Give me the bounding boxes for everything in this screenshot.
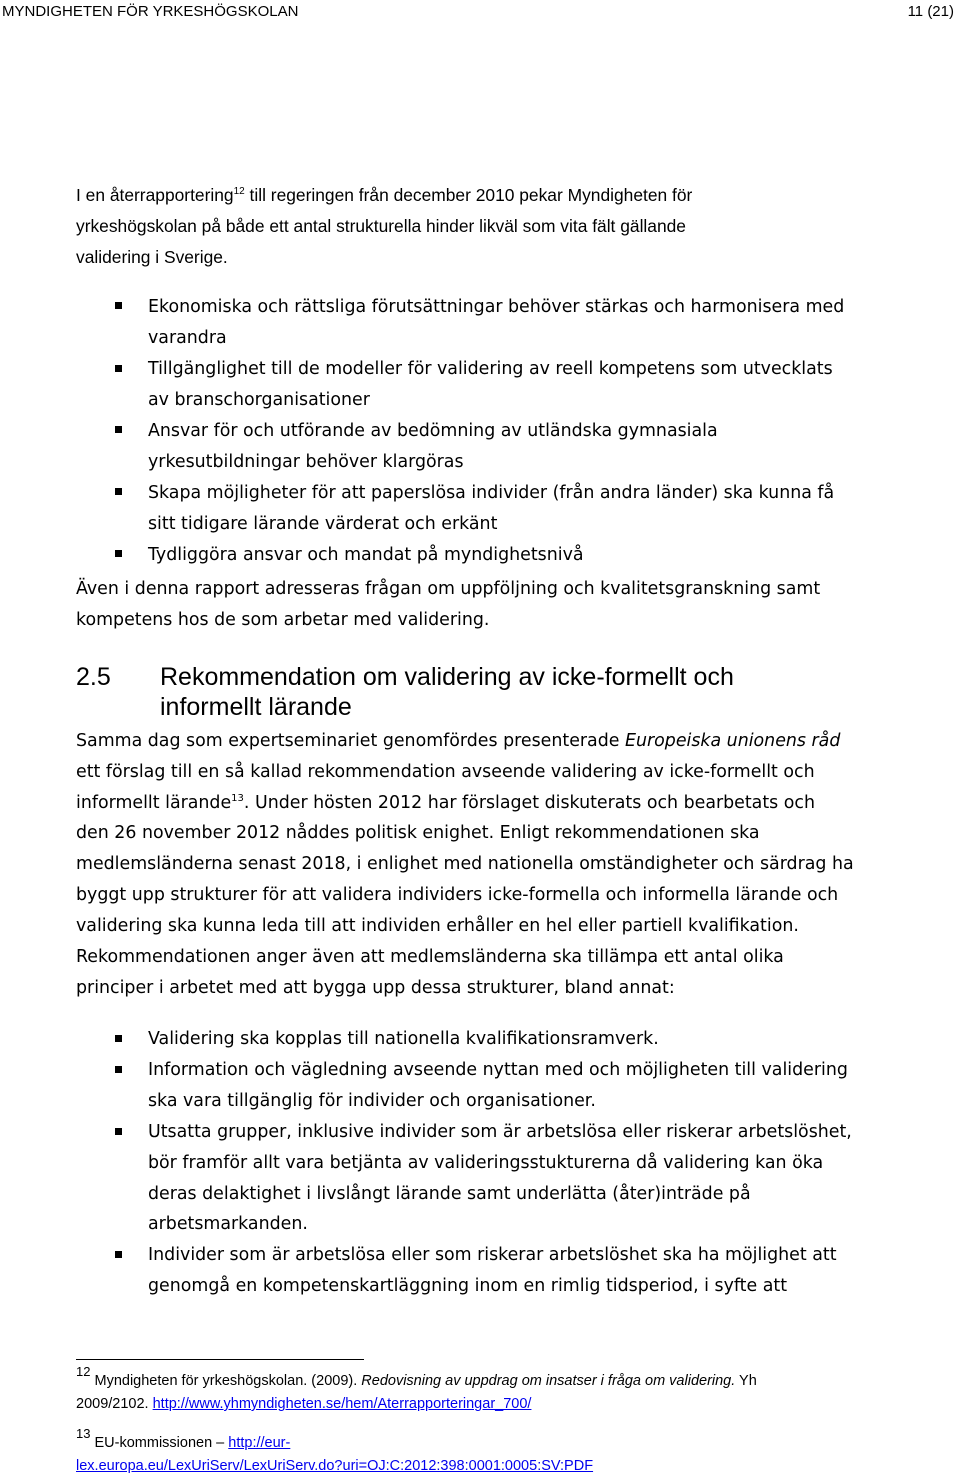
footnote-13: 13 EU-kommissionen – http://eur- bbox=[76, 1426, 291, 1451]
section-number: 2.5 bbox=[76, 663, 111, 691]
intro-line-1: I en återrapportering$^{12}$ till regeringen från december 2010 pekar Myndigheten för bbox=[76, 185, 693, 205]
footnote-separator bbox=[76, 1359, 364, 1360]
footnote-ref-13[interactable]: 13 bbox=[231, 793, 244, 805]
section-title-line-2: informellt lärande bbox=[160, 693, 352, 721]
list-item: Tillgänglighet till de modeller för validering av reell kompetens som utvecklats bbox=[148, 359, 833, 379]
footnote-12: 12 Myndigheten för yrkeshögskolan. (2009). Redovisning av uppdrag om insatser i fråga om validering. Yh bbox=[76, 1364, 757, 1389]
bullet-icon bbox=[115, 488, 122, 495]
footnote-number: 13 bbox=[76, 1426, 91, 1441]
list-item-cont: av branschorganisationer bbox=[148, 390, 370, 410]
para2-line-1: Även i denna rapport adresseras frågan om uppföljning och kvalitetsgranskning samt bbox=[76, 579, 821, 599]
para3-line-1: Samma dag som expertseminariet genomfördes presenterade Europeiska unionens råd bbox=[76, 731, 841, 751]
footnote-12-line-2: 2009/2102. http://www.yhmyndigheten.se/hem/Aterrapporteringar_700/ bbox=[76, 1396, 532, 1412]
para3-line-8: Rekommendationen anger även att medlemsländerna ska tillämpa ett antal olika bbox=[76, 947, 784, 967]
emphasis-council: Europeiska unionens råd bbox=[624, 731, 841, 751]
bullet-icon bbox=[115, 365, 122, 372]
bullet-icon bbox=[115, 1251, 122, 1258]
list-item-cont: bör framför allt vara betjänta av valideringsstukturerna då validering kan öka bbox=[148, 1153, 824, 1173]
footnote-12-link[interactable]: http://www.yhmyndigheten.se/hem/Aterrapporteringar_700/ bbox=[152, 1396, 532, 1412]
list-item: Skapa möjligheter för att paperslösa individer (från andra länder) ska kunna få bbox=[148, 483, 835, 503]
list-item: Validering ska kopplas till nationella kvalifikationsramverk. bbox=[148, 1029, 659, 1049]
list-item: Ekonomiska och rättsliga förutsättningar behöver stärkas och harmonisera med bbox=[148, 297, 845, 317]
para3-line-2: ett förslag till en så kallad rekommendation avseende validering av icke-formellt och bbox=[76, 762, 815, 782]
bullet-icon bbox=[115, 1128, 122, 1135]
footnote-ref-12[interactable]: 12 bbox=[233, 186, 245, 198]
footnote-13-link-part-1[interactable]: http://eur- bbox=[228, 1435, 291, 1451]
para3-line-6: byggt upp strukturer för att validera individers icke-formella och informella lärande och bbox=[76, 885, 839, 905]
list-item-cont: ska vara tillgänglig för individer och organisationer. bbox=[148, 1091, 596, 1111]
list-item: Ansvar för och utförande av bedömning av utländska gymnasiala bbox=[148, 421, 718, 441]
bullet-icon bbox=[115, 1066, 122, 1073]
intro-line-3: validering i Sverige. bbox=[76, 247, 228, 267]
para3-line-4: den 26 november 2012 nåddes politisk enighet. Enligt rekommendationen ska bbox=[76, 823, 760, 843]
para2-line-2: kompetens hos de som arbetar med validering. bbox=[76, 610, 490, 630]
section-title-line-1: Rekommendation om validering av icke-formellt och bbox=[160, 663, 734, 691]
footnote-number: 12 bbox=[76, 1364, 91, 1379]
list-item: Tydliggöra ansvar och mandat på myndighetsnivå bbox=[148, 545, 584, 565]
list-item: Utsatta grupper, inklusive individer som är arbetslösa eller riskerar arbetslöshet, bbox=[148, 1122, 852, 1142]
bullet-icon bbox=[115, 1035, 122, 1042]
list-item-cont: genomgå en kompetenskartläggning inom en rimlig tidsperiod, i syfte att bbox=[148, 1276, 788, 1296]
bullet-icon bbox=[115, 426, 122, 433]
bullet-icon bbox=[115, 550, 122, 557]
page-number: 11 (21) bbox=[907, 3, 954, 20]
footnote-13-link-part-2[interactable]: lex.europa.eu/LexUriServ/LexUriServ.do?uri=OJ:C:2012:398:0001:0005:SV:PDF bbox=[76, 1458, 594, 1474]
footnote-13-line-2 bbox=[76, 1455, 593, 1477]
list-item-cont: varandra bbox=[148, 328, 227, 348]
para3-line-9: principer i arbetet med att bygga upp dessa strukturer, bland annat: bbox=[76, 978, 675, 998]
para3-line-7: validering ska kunna leda till att individen erhåller en hel eller partiell kvalifikation. bbox=[76, 916, 799, 936]
list-item-cont: yrkesutbildningar behöver klargöras bbox=[148, 452, 464, 472]
para3-line-5: medlemsländerna senast 2018, i enlighet med nationella omständigheter och särdrag ha bbox=[76, 854, 854, 874]
list-item: Individer som är arbetslösa eller som riskerar arbetslöshet ska ha möjlighet att bbox=[148, 1245, 837, 1265]
running-header-title: MYNDIGHETEN FÖR YRKESHÖGSKOLAN bbox=[2, 3, 299, 20]
para3-line-3: informellt lärande$^{13}$. Under hösten 2012 har förslaget diskuterats och bearbetats och bbox=[76, 793, 815, 813]
list-item-cont: sitt tidigare lärande värderat och erkänt bbox=[148, 514, 498, 534]
intro-line-2: yrkeshögskolan på både ett antal strukturella hinder likväl som vita fält gällande bbox=[76, 216, 686, 236]
list-item-cont: arbetsmarkanden. bbox=[148, 1214, 308, 1234]
bullet-icon bbox=[115, 302, 122, 309]
list-item: Information och vägledning avseende nyttan med och möjligheten till validering bbox=[148, 1060, 848, 1080]
list-item-cont: deras delaktighet i livslångt lärande samt underlätta (åter)inträde på bbox=[148, 1184, 751, 1204]
